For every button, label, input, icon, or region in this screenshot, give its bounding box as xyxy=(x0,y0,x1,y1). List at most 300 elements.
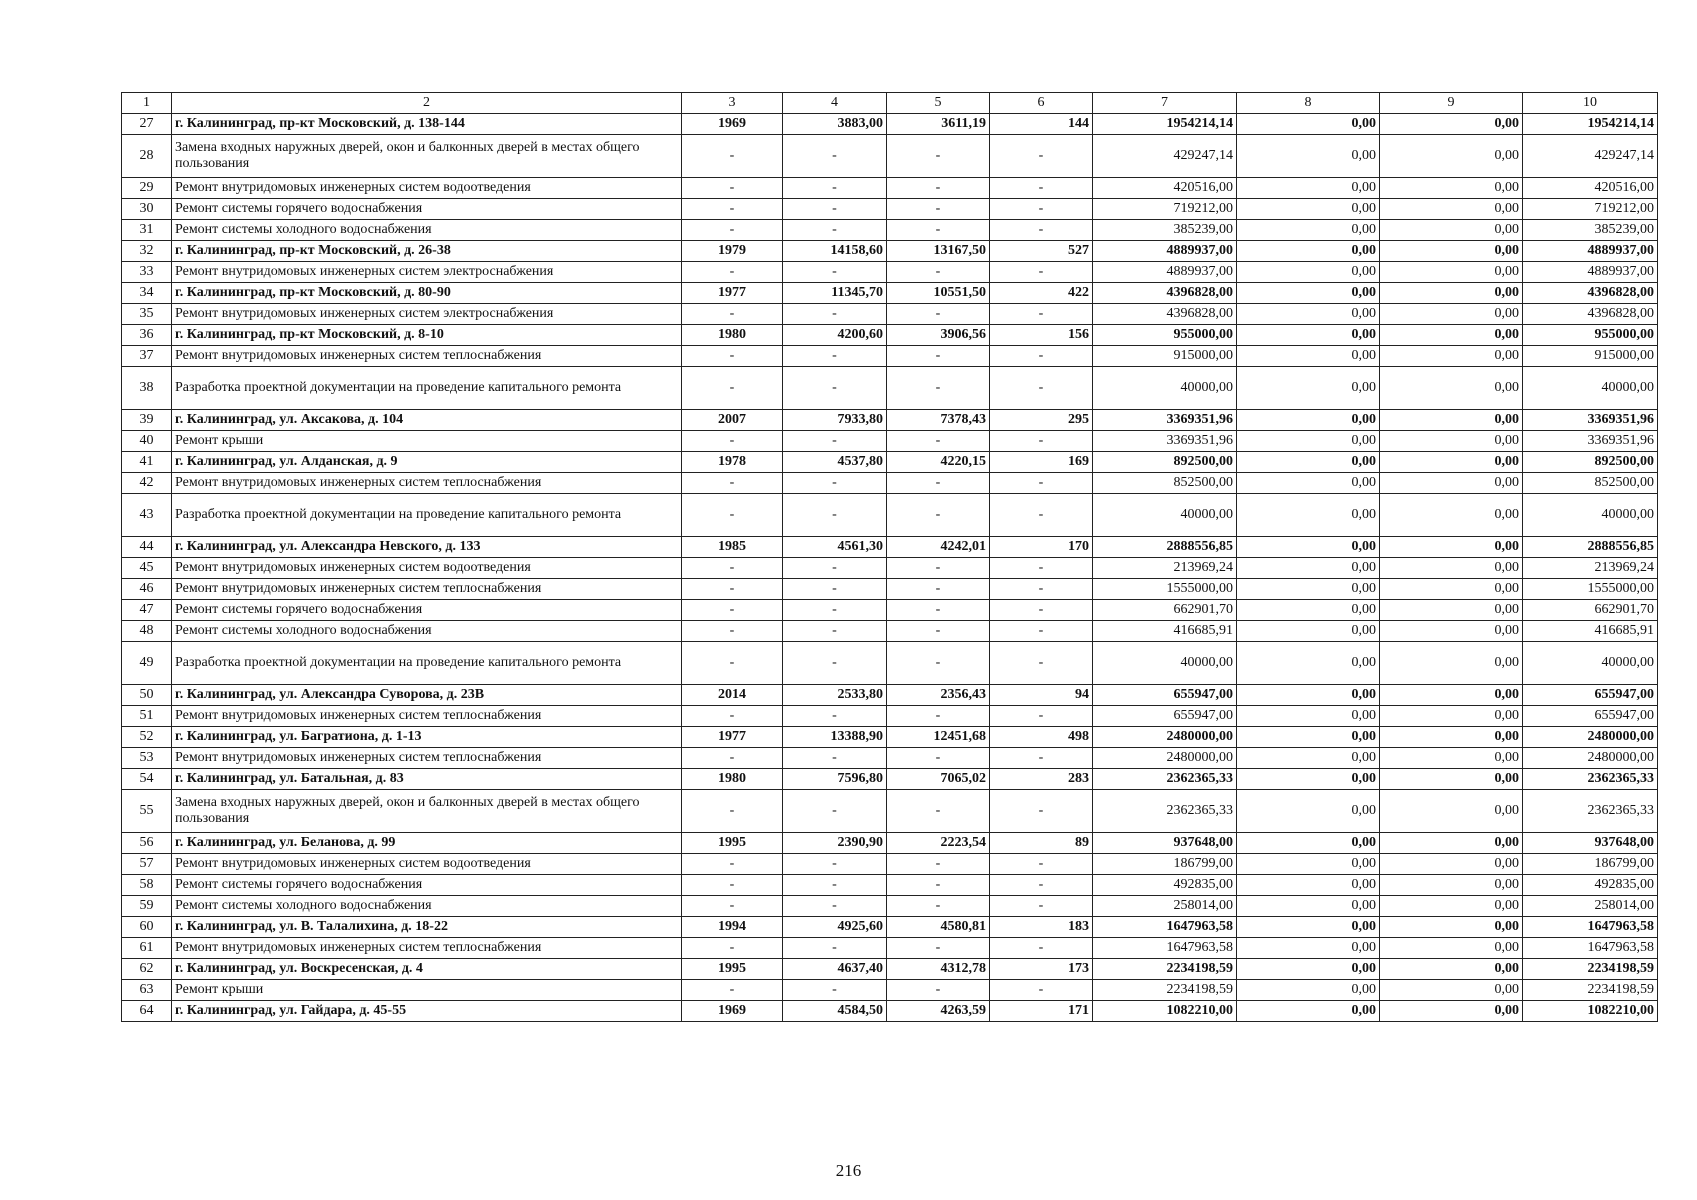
total-area-cell: - xyxy=(783,220,887,241)
col10-cell: 2234198,59 xyxy=(1523,959,1658,980)
row-number-cell: 30 xyxy=(122,199,172,220)
work-name-cell: Ремонт внутридомовых инженерных систем теплоснабжения xyxy=(172,706,682,727)
year-cell: 1985 xyxy=(682,537,783,558)
col10-cell: 40000,00 xyxy=(1523,494,1658,537)
total-cost-cell: 1647963,58 xyxy=(1093,917,1237,938)
total-area-cell: - xyxy=(783,367,887,410)
row-number-cell: 58 xyxy=(122,875,172,896)
work-row xyxy=(122,473,1658,494)
col8-cell: 0,00 xyxy=(1237,283,1380,304)
row-number-cell: 39 xyxy=(122,410,172,431)
col9-cell: 0,00 xyxy=(1380,769,1523,790)
col10-cell: 4396828,00 xyxy=(1523,283,1658,304)
col9-cell: 0,00 xyxy=(1380,854,1523,875)
total-area-cell: 2390,90 xyxy=(783,833,887,854)
col9-cell: 0,00 xyxy=(1380,790,1523,833)
work-name-cell: Ремонт внутридомовых инженерных систем электроснабжения xyxy=(172,262,682,283)
year-cell: - xyxy=(682,367,783,410)
col9-cell: 0,00 xyxy=(1380,558,1523,579)
col9-cell: 0,00 xyxy=(1380,220,1523,241)
col9-cell: 0,00 xyxy=(1380,706,1523,727)
total-cost-cell: 1555000,00 xyxy=(1093,579,1237,600)
row-number-cell: 61 xyxy=(122,938,172,959)
col8-cell: 0,00 xyxy=(1237,367,1380,410)
total-cost-cell: 40000,00 xyxy=(1093,494,1237,537)
work-name-cell: Замена входных наружных дверей, окон и балконных дверей в местах общего пользования xyxy=(172,790,682,833)
col8-cell: 0,00 xyxy=(1237,452,1380,473)
address-row xyxy=(122,685,1658,706)
row-number-cell: 35 xyxy=(122,304,172,325)
total-cost-cell: 955000,00 xyxy=(1093,325,1237,346)
year-cell: - xyxy=(682,220,783,241)
work-name-cell: Ремонт внутридомовых инженерных систем водоотведения xyxy=(172,558,682,579)
work-row xyxy=(122,854,1658,875)
year-cell: - xyxy=(682,199,783,220)
header-cell: 4 xyxy=(783,93,887,114)
total-area-cell: 4637,40 xyxy=(783,959,887,980)
col10-cell: 4889937,00 xyxy=(1523,262,1658,283)
header-cell: 8 xyxy=(1237,93,1380,114)
total-area-cell: - xyxy=(783,938,887,959)
work-name-cell: Ремонт внутридомовых инженерных систем теплоснабжения xyxy=(172,473,682,494)
work-name-cell: Разработка проектной документации на проведение капитального ремонта xyxy=(172,642,682,685)
col8-cell: 0,00 xyxy=(1237,727,1380,748)
row-number-cell: 49 xyxy=(122,642,172,685)
year-cell: 1969 xyxy=(682,114,783,135)
col10-cell: 655947,00 xyxy=(1523,706,1658,727)
residents-cell: - xyxy=(990,854,1093,875)
total-cost-cell: 40000,00 xyxy=(1093,642,1237,685)
total-area-cell: - xyxy=(783,346,887,367)
total-cost-cell: 892500,00 xyxy=(1093,452,1237,473)
living-area-cell: 4220,15 xyxy=(887,452,990,473)
living-area-cell: - xyxy=(887,854,990,875)
residents-cell: - xyxy=(990,220,1093,241)
col8-cell: 0,00 xyxy=(1237,642,1380,685)
year-cell: - xyxy=(682,621,783,642)
total-area-cell: 7596,80 xyxy=(783,769,887,790)
col9-cell: 0,00 xyxy=(1380,262,1523,283)
total-cost-cell: 2362365,33 xyxy=(1093,790,1237,833)
total-cost-cell: 4889937,00 xyxy=(1093,262,1237,283)
total-area-cell: 7933,80 xyxy=(783,410,887,431)
row-number-cell: 63 xyxy=(122,980,172,1001)
col8-cell: 0,00 xyxy=(1237,938,1380,959)
col9-cell: 0,00 xyxy=(1380,199,1523,220)
col8-cell: 0,00 xyxy=(1237,854,1380,875)
living-area-cell: - xyxy=(887,980,990,1001)
living-area-cell: 2356,43 xyxy=(887,685,990,706)
total-area-cell: - xyxy=(783,431,887,452)
total-cost-cell: 2480000,00 xyxy=(1093,748,1237,769)
col8-cell: 0,00 xyxy=(1237,346,1380,367)
residents-cell: 89 xyxy=(990,833,1093,854)
residents-cell: - xyxy=(990,346,1093,367)
total-area-cell: 13388,90 xyxy=(783,727,887,748)
work-row xyxy=(122,367,1658,410)
living-area-cell: 4263,59 xyxy=(887,1001,990,1022)
year-cell: - xyxy=(682,579,783,600)
col8-cell: 0,00 xyxy=(1237,959,1380,980)
work-row xyxy=(122,579,1658,600)
residents-cell: - xyxy=(990,896,1093,917)
col9-cell: 0,00 xyxy=(1380,135,1523,178)
row-number-cell: 31 xyxy=(122,220,172,241)
year-cell: 2007 xyxy=(682,410,783,431)
row-number-cell: 43 xyxy=(122,494,172,537)
col9-cell: 0,00 xyxy=(1380,1001,1523,1022)
year-cell: - xyxy=(682,706,783,727)
residents-cell: - xyxy=(990,642,1093,685)
work-name-cell: Ремонт системы холодного водоснабжения xyxy=(172,621,682,642)
col10-cell: 4396828,00 xyxy=(1523,304,1658,325)
work-row xyxy=(122,938,1658,959)
col10-cell: 915000,00 xyxy=(1523,346,1658,367)
year-cell: - xyxy=(682,642,783,685)
address-row xyxy=(122,833,1658,854)
living-area-cell: - xyxy=(887,579,990,600)
col8-cell: 0,00 xyxy=(1237,135,1380,178)
work-row xyxy=(122,642,1658,685)
col9-cell: 0,00 xyxy=(1380,304,1523,325)
year-cell: - xyxy=(682,875,783,896)
address-row xyxy=(122,325,1658,346)
year-cell: 1994 xyxy=(682,917,783,938)
total-area-cell: 11345,70 xyxy=(783,283,887,304)
col9-cell: 0,00 xyxy=(1380,452,1523,473)
living-area-cell: 3611,19 xyxy=(887,114,990,135)
col10-cell: 662901,70 xyxy=(1523,600,1658,621)
total-cost-cell: 3369351,96 xyxy=(1093,431,1237,452)
total-cost-cell: 258014,00 xyxy=(1093,896,1237,917)
work-name-cell: Ремонт крыши xyxy=(172,431,682,452)
row-number-cell: 36 xyxy=(122,325,172,346)
work-name-cell: г. Калининград, ул. Багратиона, д. 1-13 xyxy=(172,727,682,748)
col8-cell: 0,00 xyxy=(1237,431,1380,452)
work-name-cell: г. Калининград, пр-кт Московский, д. 26-38 xyxy=(172,241,682,262)
work-name-cell: г. Калининград, ул. Гайдара, д. 45-55 xyxy=(172,1001,682,1022)
year-cell: - xyxy=(682,558,783,579)
living-area-cell: - xyxy=(887,431,990,452)
total-area-cell: 4925,60 xyxy=(783,917,887,938)
total-area-cell: - xyxy=(783,558,887,579)
col9-cell: 0,00 xyxy=(1380,410,1523,431)
year-cell: 1980 xyxy=(682,325,783,346)
total-area-cell: - xyxy=(783,706,887,727)
col9-cell: 0,00 xyxy=(1380,833,1523,854)
work-row xyxy=(122,220,1658,241)
col10-cell: 1954214,14 xyxy=(1523,114,1658,135)
residents-cell: 422 xyxy=(990,283,1093,304)
address-row xyxy=(122,727,1658,748)
row-number-cell: 42 xyxy=(122,473,172,494)
residents-cell: - xyxy=(990,875,1093,896)
row-number-cell: 59 xyxy=(122,896,172,917)
col10-cell: 2888556,85 xyxy=(1523,537,1658,558)
total-area-cell: - xyxy=(783,621,887,642)
living-area-cell: 10551,50 xyxy=(887,283,990,304)
col9-cell: 0,00 xyxy=(1380,875,1523,896)
residents-cell: 144 xyxy=(990,114,1093,135)
work-row xyxy=(122,980,1658,1001)
col10-cell: 3369351,96 xyxy=(1523,410,1658,431)
living-area-cell: 3906,56 xyxy=(887,325,990,346)
total-area-cell: - xyxy=(783,980,887,1001)
col10-cell: 186799,00 xyxy=(1523,854,1658,875)
work-row xyxy=(122,790,1658,833)
col8-cell: 0,00 xyxy=(1237,600,1380,621)
header-row xyxy=(122,93,1658,114)
col9-cell: 0,00 xyxy=(1380,621,1523,642)
total-cost-cell: 1954214,14 xyxy=(1093,114,1237,135)
address-row xyxy=(122,241,1658,262)
row-number-cell: 55 xyxy=(122,790,172,833)
col8-cell: 0,00 xyxy=(1237,304,1380,325)
col10-cell: 655947,00 xyxy=(1523,685,1658,706)
total-cost-cell: 1647963,58 xyxy=(1093,938,1237,959)
work-row xyxy=(122,748,1658,769)
total-area-cell: - xyxy=(783,790,887,833)
residents-cell: - xyxy=(990,431,1093,452)
row-number-cell: 38 xyxy=(122,367,172,410)
residents-cell: - xyxy=(990,367,1093,410)
total-cost-cell: 2362365,33 xyxy=(1093,769,1237,790)
work-name-cell: г. Калининград, ул. В. Талалихина, д. 18-22 xyxy=(172,917,682,938)
col10-cell: 852500,00 xyxy=(1523,473,1658,494)
col9-cell: 0,00 xyxy=(1380,178,1523,199)
total-area-cell: 4200,60 xyxy=(783,325,887,346)
total-area-cell: - xyxy=(783,473,887,494)
col10-cell: 385239,00 xyxy=(1523,220,1658,241)
col9-cell: 0,00 xyxy=(1380,685,1523,706)
residents-cell: 169 xyxy=(990,452,1093,473)
work-name-cell: г. Калининград, ул. Александра Невского, д. 133 xyxy=(172,537,682,558)
header-cell: 7 xyxy=(1093,93,1237,114)
work-name-cell: г. Калининград, ул. Аксакова, д. 104 xyxy=(172,410,682,431)
col8-cell: 0,00 xyxy=(1237,178,1380,199)
work-name-cell: г. Калининград, ул. Беланова, д. 99 xyxy=(172,833,682,854)
work-name-cell: г. Калининград, пр-кт Московский, д. 8-10 xyxy=(172,325,682,346)
residents-cell: 283 xyxy=(990,769,1093,790)
address-row xyxy=(122,452,1658,473)
col8-cell: 0,00 xyxy=(1237,1001,1380,1022)
address-row xyxy=(122,1001,1658,1022)
address-row xyxy=(122,769,1658,790)
col9-cell: 0,00 xyxy=(1380,938,1523,959)
residents-cell: - xyxy=(990,199,1093,220)
year-cell: - xyxy=(682,790,783,833)
page-number: 216 xyxy=(835,1161,862,1180)
residents-cell: - xyxy=(990,621,1093,642)
total-cost-cell: 429247,14 xyxy=(1093,135,1237,178)
col9-cell: 0,00 xyxy=(1380,600,1523,621)
year-cell: 1969 xyxy=(682,1001,783,1022)
living-area-cell: - xyxy=(887,367,990,410)
living-area-cell: 7378,43 xyxy=(887,410,990,431)
col8-cell: 0,00 xyxy=(1237,621,1380,642)
total-cost-cell: 4396828,00 xyxy=(1093,283,1237,304)
residents-cell: - xyxy=(990,980,1093,1001)
total-area-cell: - xyxy=(783,199,887,220)
living-area-cell: - xyxy=(887,875,990,896)
row-number-cell: 64 xyxy=(122,1001,172,1022)
living-area-cell: - xyxy=(887,220,990,241)
living-area-cell: - xyxy=(887,896,990,917)
work-row xyxy=(122,262,1658,283)
col10-cell: 492835,00 xyxy=(1523,875,1658,896)
total-cost-cell: 4889937,00 xyxy=(1093,241,1237,262)
year-cell: - xyxy=(682,473,783,494)
total-cost-cell: 719212,00 xyxy=(1093,199,1237,220)
year-cell: - xyxy=(682,854,783,875)
work-name-cell: Ремонт системы горячего водоснабжения xyxy=(172,199,682,220)
row-number-cell: 41 xyxy=(122,452,172,473)
total-area-cell: 14158,60 xyxy=(783,241,887,262)
work-name-cell: Разработка проектной документации на проведение капитального ремонта xyxy=(172,367,682,410)
col9-cell: 0,00 xyxy=(1380,114,1523,135)
year-cell: - xyxy=(682,600,783,621)
col10-cell: 420516,00 xyxy=(1523,178,1658,199)
work-name-cell: Ремонт внутридомовых инженерных систем водоотведения xyxy=(172,178,682,199)
total-area-cell: - xyxy=(783,262,887,283)
row-number-cell: 62 xyxy=(122,959,172,980)
total-area-cell: - xyxy=(783,135,887,178)
col10-cell: 1647963,58 xyxy=(1523,917,1658,938)
residents-cell: - xyxy=(990,579,1093,600)
living-area-cell: - xyxy=(887,642,990,685)
col8-cell: 0,00 xyxy=(1237,917,1380,938)
row-number-cell: 40 xyxy=(122,431,172,452)
year-cell: - xyxy=(682,494,783,537)
col10-cell: 719212,00 xyxy=(1523,199,1658,220)
living-area-cell: - xyxy=(887,706,990,727)
residents-cell: - xyxy=(990,262,1093,283)
year-cell: - xyxy=(682,938,783,959)
col10-cell: 1647963,58 xyxy=(1523,938,1658,959)
total-cost-cell: 655947,00 xyxy=(1093,685,1237,706)
living-area-cell: - xyxy=(887,600,990,621)
col10-cell: 955000,00 xyxy=(1523,325,1658,346)
total-area-cell: 4561,30 xyxy=(783,537,887,558)
living-area-cell: - xyxy=(887,346,990,367)
work-name-cell: г. Калининград, ул. Воскресенская, д. 4 xyxy=(172,959,682,980)
row-number-cell: 34 xyxy=(122,283,172,304)
work-name-cell: Ремонт внутридомовых инженерных систем теплоснабжения xyxy=(172,748,682,769)
col9-cell: 0,00 xyxy=(1380,431,1523,452)
row-number-cell: 28 xyxy=(122,135,172,178)
residents-cell: 171 xyxy=(990,1001,1093,1022)
living-area-cell: 4580,81 xyxy=(887,917,990,938)
total-area-cell: - xyxy=(783,875,887,896)
col10-cell: 937648,00 xyxy=(1523,833,1658,854)
total-cost-cell: 2234198,59 xyxy=(1093,959,1237,980)
work-name-cell: Ремонт системы горячего водоснабжения xyxy=(172,875,682,896)
residents-cell: - xyxy=(990,558,1093,579)
total-cost-cell: 40000,00 xyxy=(1093,367,1237,410)
address-row xyxy=(122,410,1658,431)
total-cost-cell: 4396828,00 xyxy=(1093,304,1237,325)
total-cost-cell: 655947,00 xyxy=(1093,706,1237,727)
total-area-cell: 4537,80 xyxy=(783,452,887,473)
total-area-cell: - xyxy=(783,178,887,199)
work-name-cell: Разработка проектной документации на проведение капитального ремонта xyxy=(172,494,682,537)
total-area-cell: - xyxy=(783,600,887,621)
col8-cell: 0,00 xyxy=(1237,220,1380,241)
living-area-cell: - xyxy=(887,178,990,199)
total-cost-cell: 937648,00 xyxy=(1093,833,1237,854)
work-row xyxy=(122,621,1658,642)
row-number-cell: 48 xyxy=(122,621,172,642)
residents-cell: - xyxy=(990,135,1093,178)
col8-cell: 0,00 xyxy=(1237,537,1380,558)
col10-cell: 892500,00 xyxy=(1523,452,1658,473)
residents-cell: 170 xyxy=(990,537,1093,558)
year-cell: - xyxy=(682,135,783,178)
address-row xyxy=(122,283,1658,304)
col10-cell: 40000,00 xyxy=(1523,367,1658,410)
work-row xyxy=(122,558,1658,579)
row-number-cell: 60 xyxy=(122,917,172,938)
work-name-cell: г. Калининград, пр-кт Московский, д. 138-144 xyxy=(172,114,682,135)
work-name-cell: г. Калининград, пр-кт Московский, д. 80-90 xyxy=(172,283,682,304)
col8-cell: 0,00 xyxy=(1237,558,1380,579)
col9-cell: 0,00 xyxy=(1380,283,1523,304)
residents-cell: 173 xyxy=(990,959,1093,980)
living-area-cell: - xyxy=(887,748,990,769)
row-number-cell: 56 xyxy=(122,833,172,854)
year-cell: 1977 xyxy=(682,727,783,748)
work-row xyxy=(122,875,1658,896)
total-cost-cell: 915000,00 xyxy=(1093,346,1237,367)
total-cost-cell: 186799,00 xyxy=(1093,854,1237,875)
work-name-cell: Ремонт системы горячего водоснабжения xyxy=(172,600,682,621)
total-cost-cell: 213969,24 xyxy=(1093,558,1237,579)
living-area-cell: 7065,02 xyxy=(887,769,990,790)
living-area-cell: 4312,78 xyxy=(887,959,990,980)
living-area-cell: - xyxy=(887,494,990,537)
residents-cell: - xyxy=(990,790,1093,833)
work-row xyxy=(122,896,1658,917)
col8-cell: 0,00 xyxy=(1237,875,1380,896)
work-row xyxy=(122,304,1658,325)
header-cell: 2 xyxy=(172,93,682,114)
col8-cell: 0,00 xyxy=(1237,410,1380,431)
total-area-cell: - xyxy=(783,494,887,537)
col9-cell: 0,00 xyxy=(1380,642,1523,685)
row-number-cell: 27 xyxy=(122,114,172,135)
year-cell: - xyxy=(682,980,783,1001)
living-area-cell: - xyxy=(887,304,990,325)
work-name-cell: г. Калининград, ул. Батальная, д. 83 xyxy=(172,769,682,790)
year-cell: 1979 xyxy=(682,241,783,262)
col8-cell: 0,00 xyxy=(1237,769,1380,790)
col9-cell: 0,00 xyxy=(1380,748,1523,769)
total-cost-cell: 1082210,00 xyxy=(1093,1001,1237,1022)
col8-cell: 0,00 xyxy=(1237,980,1380,1001)
residents-cell: 295 xyxy=(990,410,1093,431)
col10-cell: 429247,14 xyxy=(1523,135,1658,178)
living-area-cell: - xyxy=(887,473,990,494)
work-name-cell: Ремонт внутридомовых инженерных систем теплоснабжения xyxy=(172,579,682,600)
col9-cell: 0,00 xyxy=(1380,727,1523,748)
col8-cell: 0,00 xyxy=(1237,473,1380,494)
col8-cell: 0,00 xyxy=(1237,685,1380,706)
col9-cell: 0,00 xyxy=(1380,980,1523,1001)
col8-cell: 0,00 xyxy=(1237,199,1380,220)
year-cell: 1995 xyxy=(682,959,783,980)
col9-cell: 0,00 xyxy=(1380,346,1523,367)
total-area-cell: - xyxy=(783,854,887,875)
